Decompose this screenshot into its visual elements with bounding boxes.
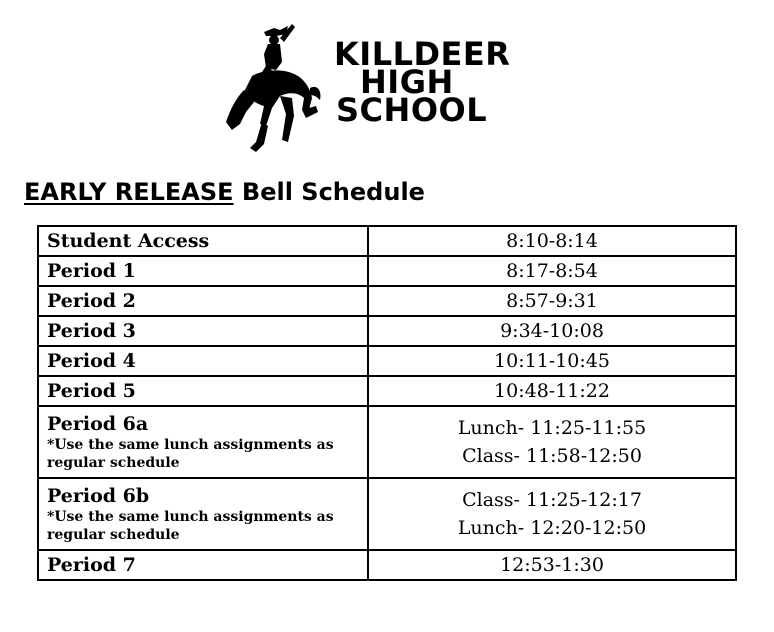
time-value: 9:34-10:08 [500,320,604,342]
period-label: Period 6b [47,485,150,507]
time-cell [368,256,736,286]
school-name-line-2: HIGH [360,63,454,101]
time-value: 10:11-10:45 [494,350,610,372]
period-cell [38,376,368,406]
school-name-line-3: SCHOOL [336,91,488,129]
period-label: Student Access [47,230,210,252]
period-cell [38,226,368,256]
table-row [38,406,736,478]
table-row [38,550,736,580]
period-label: Period 7 [47,554,136,576]
table-row [38,226,736,256]
period-label: Period 2 [47,290,136,312]
page-title-emphasis: EARLY RELEASE [24,178,234,206]
time-value: Class- 11:58-12:50 [462,445,642,467]
table-row [38,316,736,346]
time-cell [368,346,736,376]
table-row [38,478,736,550]
period-cell [38,478,368,550]
time-cell [368,406,736,478]
period-label: Period 4 [47,350,136,372]
period-label: Period 6a [47,413,149,435]
time-cell [368,226,736,256]
period-label: Period 3 [47,320,136,342]
time-value: 12:53-1:30 [500,554,604,576]
time-value: Lunch- 12:20-12:50 [457,517,647,539]
time-value: 10:48-11:22 [494,380,610,402]
period-cell [38,550,368,580]
period-note: *Use the same lunch assignments as regular schedule [47,437,334,471]
period-label: Period 5 [47,380,136,402]
page-title [24,178,425,206]
time-cell [368,286,736,316]
bell-schedule-table [37,225,737,581]
time-cell [368,478,736,550]
period-cell [38,406,368,478]
table-row [38,256,736,286]
period-cell [38,256,368,286]
period-label: Period 1 [47,260,136,282]
table-row [38,346,736,376]
time-cell [368,376,736,406]
period-cell [38,346,368,376]
table-row [38,376,736,406]
school-name-line-1: KILLDEER [334,35,511,73]
time-value: 8:10-8:14 [506,230,598,252]
page-title-rest: Bell Schedule [233,178,425,206]
school-name [334,35,511,129]
period-note: *Use the same lunch assignments as regular schedule [47,509,334,543]
time-cell [368,316,736,346]
period-cell [38,286,368,316]
time-value: Lunch- 11:25-11:55 [457,417,647,439]
time-value: 8:57-9:31 [506,290,598,312]
table-row [38,286,736,316]
period-cell [38,316,368,346]
time-value: Class- 11:25-12:17 [462,489,642,511]
time-cell [368,550,736,580]
bucking-bronco-rider-icon [222,18,322,158]
time-value: 8:17-8:54 [506,260,598,282]
